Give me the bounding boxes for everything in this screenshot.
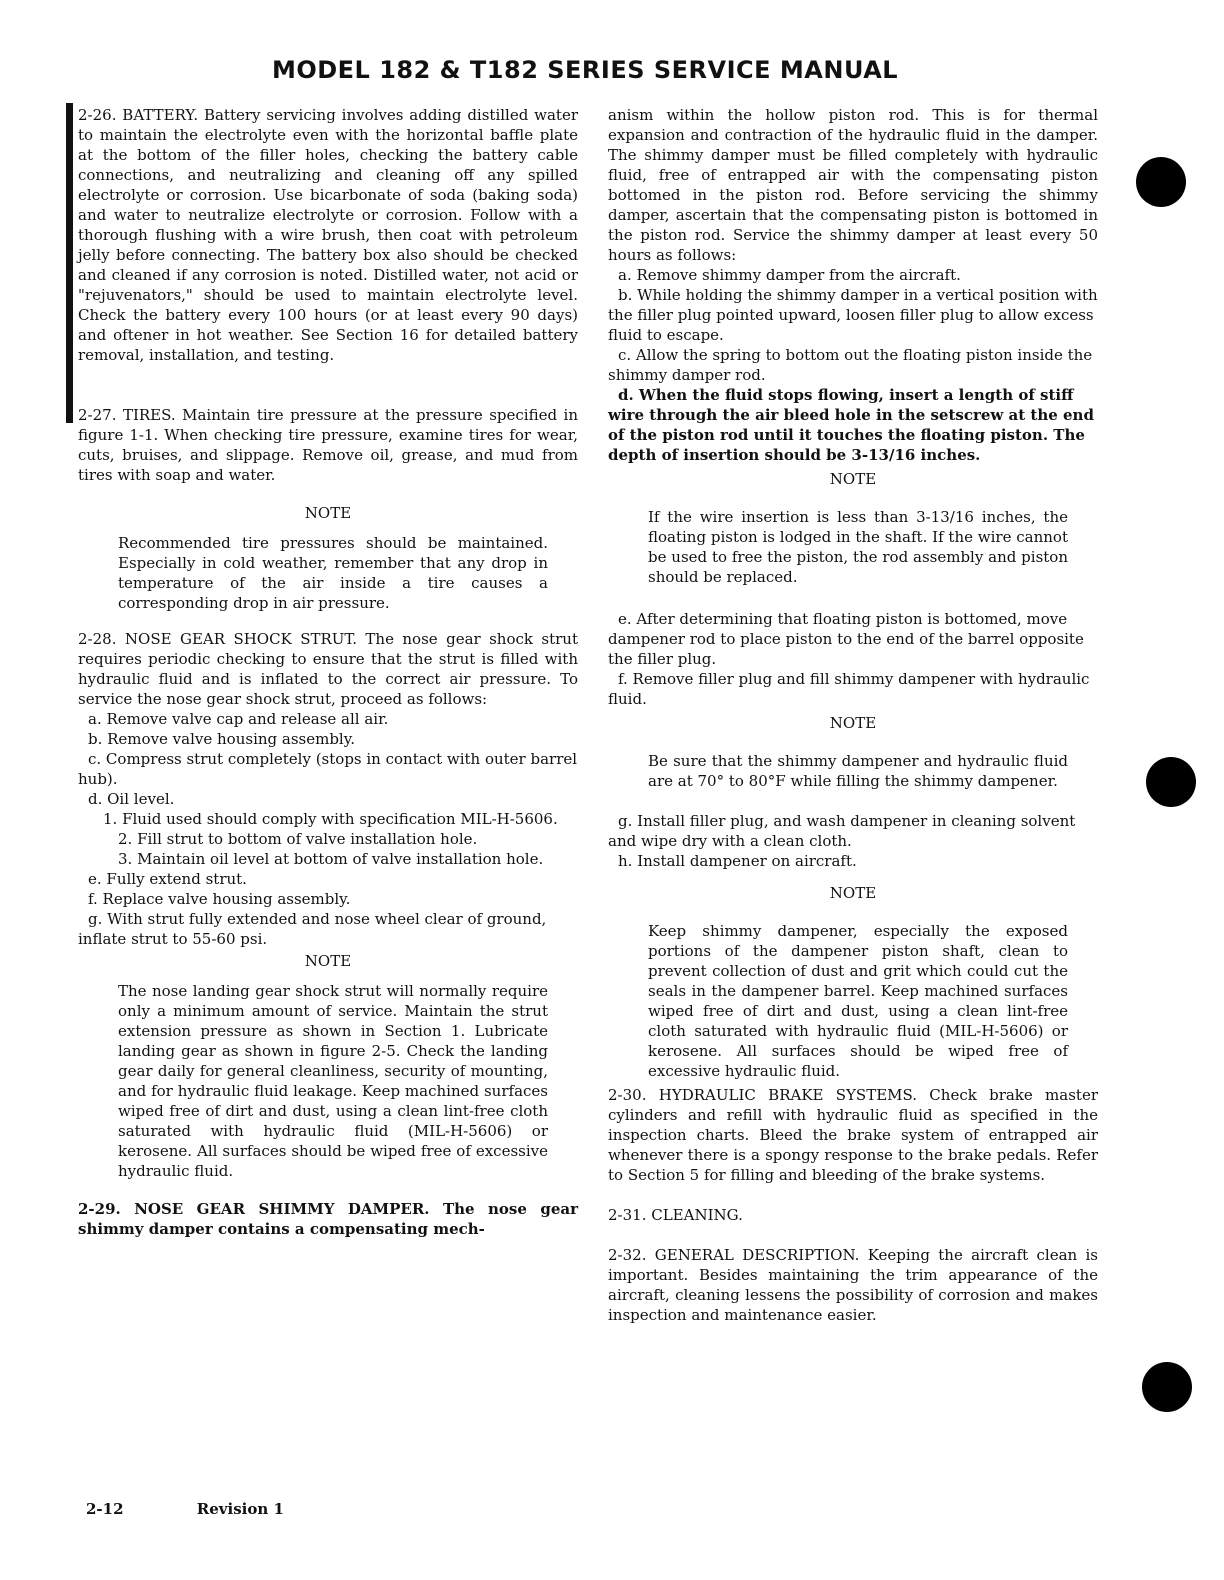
revision-bar <box>66 103 73 423</box>
list-item: 2. Fill strut to bottom of valve installation hole. <box>118 830 478 848</box>
list-item: d. Oil level. <box>88 790 175 808</box>
note-body: The nose landing gear shock strut will normally require only a minimum amount of service. Maintain the strut extension pressure as shown in Section 1. Lubricate landing gear as shown in figure 2-5. Check the landing gear daily for general cleanliness, security of mounting, and for hydraulic fluid leakage. Keep machined surfaces wiped free of dirt and dust, using a clean lint-free cloth saturated with hydraulic fluid (MIL-H-5606) or kerosene. All surfaces should be wiped free of excessive hydraulic fluid. <box>118 982 548 1180</box>
list-item: c. Allow the spring to bottom out the floating piston inside the shimmy damper rod. <box>608 346 1093 384</box>
note-body: Recommended tire pressures should be maintained. Especially in cold weather, remember that any drop in temperature of the air inside a tire causes a corresponding drop in air pressure. <box>118 534 548 612</box>
list-item: 1. Fluid used should comply with specification MIL-H-5606. <box>103 810 558 828</box>
section-tires: 2-27. TIRES. Maintain tire pressure at the pressure specified in figure 1-1. When checking tire pressure, examine tires for wear, cuts, bruises, and slippage. Remove oil, grease, and mud from tires with soap and water. <box>78 406 578 484</box>
left-column <box>78 105 578 1239</box>
list-item: e. After determining that floating piston is bottomed, move dampener rod to place piston to the end of the barrel opposite the filler plug. <box>608 610 1084 668</box>
list-item: a. Remove valve cap and release all air. <box>88 710 389 728</box>
section-cleaning: 2-31. CLEANING. <box>608 1206 743 1224</box>
shimmy-continued: anism within the hollow piston rod. This is for thermal expansion and contraction of the hydraulic fluid in the damper. The shimmy damper must be filled completely with hydraulic fluid, free of entrapped air with the compensating piston bottomed in the piston rod. Before servicing the shimmy damper, ascertain that the compensating piston is bottomed in the piston rod. Service the shimmy damper at least every 50 hours as follows: <box>608 106 1098 264</box>
binder-hole-middle <box>1146 757 1196 807</box>
page-title: MODEL 182 & T182 SERIES SERVICE MANUAL <box>271 56 899 84</box>
note-body: If the wire insertion is less than 3-13/16 inches, the floating piston is lodged in the shaft. If the wire cannot be used to free the piston, the rod assembly and piston should be replaced. <box>648 508 1068 586</box>
section-nose-gear-strut: 2-28. NOSE GEAR SHOCK STRUT. The nose gear shock strut requires periodic checking to ensure that the strut is filled with hydraulic fluid and is inflated to the correct air pressure. To service the nose gear shock strut, proceed as follows: <box>78 630 578 708</box>
list-item: g. Install filler plug, and wash dampener in cleaning solvent and wipe dry with a clean cloth. <box>608 812 1076 850</box>
section-general-description: 2-32. GENERAL DESCRIPTION. Keeping the aircraft clean is important. Besides maintaining the trim appearance of the aircraft, cleaning lessens the possibility of corrosion and makes inspection and maintenance easier. <box>608 1246 1098 1324</box>
section-shimmy-damper: 2-29. NOSE GEAR SHIMMY DAMPER. The nose gear shimmy damper contains a compensating mech- <box>78 1200 578 1238</box>
binder-hole-top <box>1136 157 1186 207</box>
right-column <box>608 105 1098 1325</box>
list-item: b. Remove valve housing assembly. <box>88 730 355 748</box>
list-item: d. When the fluid stops flowing, insert a length of stiff wire through the air bleed hole in the setscrew at the end of the piston rod until it touches the floating piston. The depth of insertion should be 3-13/16 inches. <box>608 386 1094 464</box>
note-heading: NOTE <box>829 714 877 732</box>
page-number: 2-12 <box>86 1500 124 1518</box>
note-body: Be sure that the shimmy dampener and hydraulic fluid are at 70° to 80°F while filling the shimmy dampener. <box>648 752 1068 790</box>
revision-label: Revision 1 <box>196 1500 284 1518</box>
note-heading: NOTE <box>304 504 352 522</box>
list-item: 3. Maintain oil level at bottom of valve installation hole. <box>118 850 544 868</box>
list-item: h. Install dampener on aircraft. <box>618 852 857 870</box>
list-item: f. Replace valve housing assembly. <box>88 890 351 908</box>
note-heading: NOTE <box>829 470 877 488</box>
list-item: c. Compress strut completely (stops in contact with outer barrel hub). <box>78 750 578 788</box>
note-body: Keep shimmy dampener, especially the exposed portions of the dampener piston shaft, clean to prevent collection of dust and grit which could cut the seals in the dampener barrel. Keep machined surfaces wiped free of dirt and dust, using a clean lint-free cloth saturated with hydraulic fluid (MIL-H-5606) or kerosene. All surfaces should be wiped free of excessive hydraulic fluid. <box>648 922 1068 1080</box>
list-item: g. With strut fully extended and nose wheel clear of ground, inflate strut to 55-60 psi. <box>78 910 547 948</box>
section-hydraulic-brakes: 2-30. HYDRAULIC BRAKE SYSTEMS. Check brake master cylinders and refill with hydraulic fluid as specified in the inspection charts. Bleed the brake system of entrapped air whenever there is a spongy response to the brake pedals. Refer to Section 5 for filling and bleeding of the brake systems. <box>608 1086 1098 1184</box>
list-item: e. Fully extend strut. <box>88 870 247 888</box>
page-footer <box>86 1500 284 1518</box>
list-item: f. Remove filler plug and fill shimmy dampener with hydraulic fluid. <box>608 670 1090 708</box>
note-heading: NOTE <box>829 884 877 902</box>
section-battery: 2-26. BATTERY. Battery servicing involves adding distilled water to maintain the electrolyte even with the horizontal baffle plate at the bottom of the filler holes, checking the battery cable connections, and neutralizing and cleaning off any spilled electrolyte or corrosion. Use bicarbonate of soda (baking soda) and water to neutralize electrolyte or corrosion. Follow with a thorough flushing with a wire brush, then coat with petroleum jelly before connecting. The battery box also should be checked and cleaned if any corrosion is noted. Distilled water, not acid or "rejuvenators," should be used to maintain electrolyte level. Check the battery every 100 hours (or at least every 90 days) and oftener in hot weather. See Section 16 for detailed battery removal, installation, and testing. <box>78 106 578 364</box>
note-heading: NOTE <box>304 952 352 970</box>
binder-hole-bottom <box>1142 1362 1192 1412</box>
list-item: a. Remove shimmy damper from the aircraft. <box>618 266 961 284</box>
list-item: b. While holding the shimmy damper in a vertical position with the filler plug pointed upward, loosen filler plug to allow excess fluid to escape. <box>608 286 1098 344</box>
